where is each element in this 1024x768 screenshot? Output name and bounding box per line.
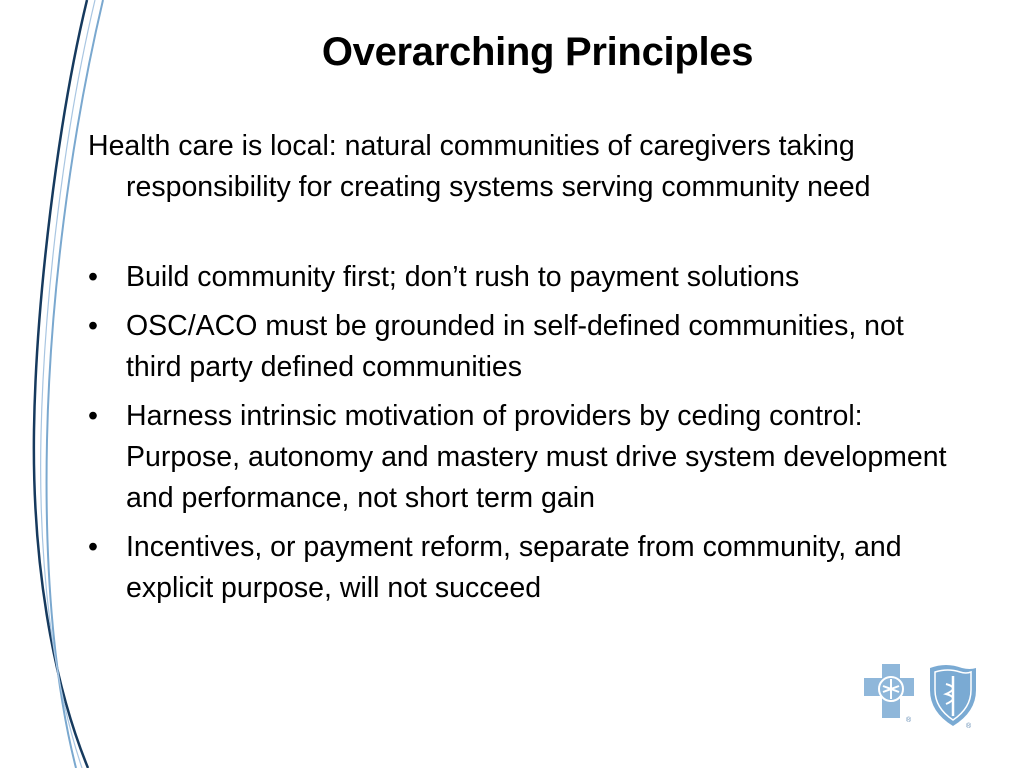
bullet-text: OSC/ACO must be grounded in self-defined communities, not third party defined communities — [126, 310, 904, 383]
bullet-symbol: • — [88, 531, 98, 563]
bullet-text: Build community first; don’t rush to payment solutions — [126, 261, 800, 293]
registered-mark: ® — [906, 717, 912, 724]
bullet-symbol: • — [88, 310, 98, 342]
blue-cross-icon — [864, 664, 914, 724]
registered-mark: ® — [966, 723, 972, 730]
slide-title: Overarching Principles — [321, 30, 754, 74]
bullet-item — [88, 396, 948, 519]
bullet-symbol: • — [88, 261, 98, 293]
bullet-text: Harness intrinsic motivation of providers by ceding control: Purpose, autonomy and mastery must drive system development and performance, not short term gain — [126, 400, 947, 514]
bullet-list — [88, 257, 948, 617]
bullet-text: Incentives, or payment reform, separate from community, and explicit purpose, will not succeed — [126, 531, 902, 604]
bullet-symbol: • — [88, 400, 98, 432]
bullet-item — [88, 257, 948, 298]
intro-paragraph: Health care is local: natural communities of caregivers taking responsibility for creating systems serving community need — [88, 130, 871, 203]
bullet-item — [88, 306, 948, 388]
blue-cross-blue-shield-logo — [860, 660, 980, 730]
bullet-item — [88, 527, 948, 609]
blue-shield-icon — [930, 665, 976, 730]
